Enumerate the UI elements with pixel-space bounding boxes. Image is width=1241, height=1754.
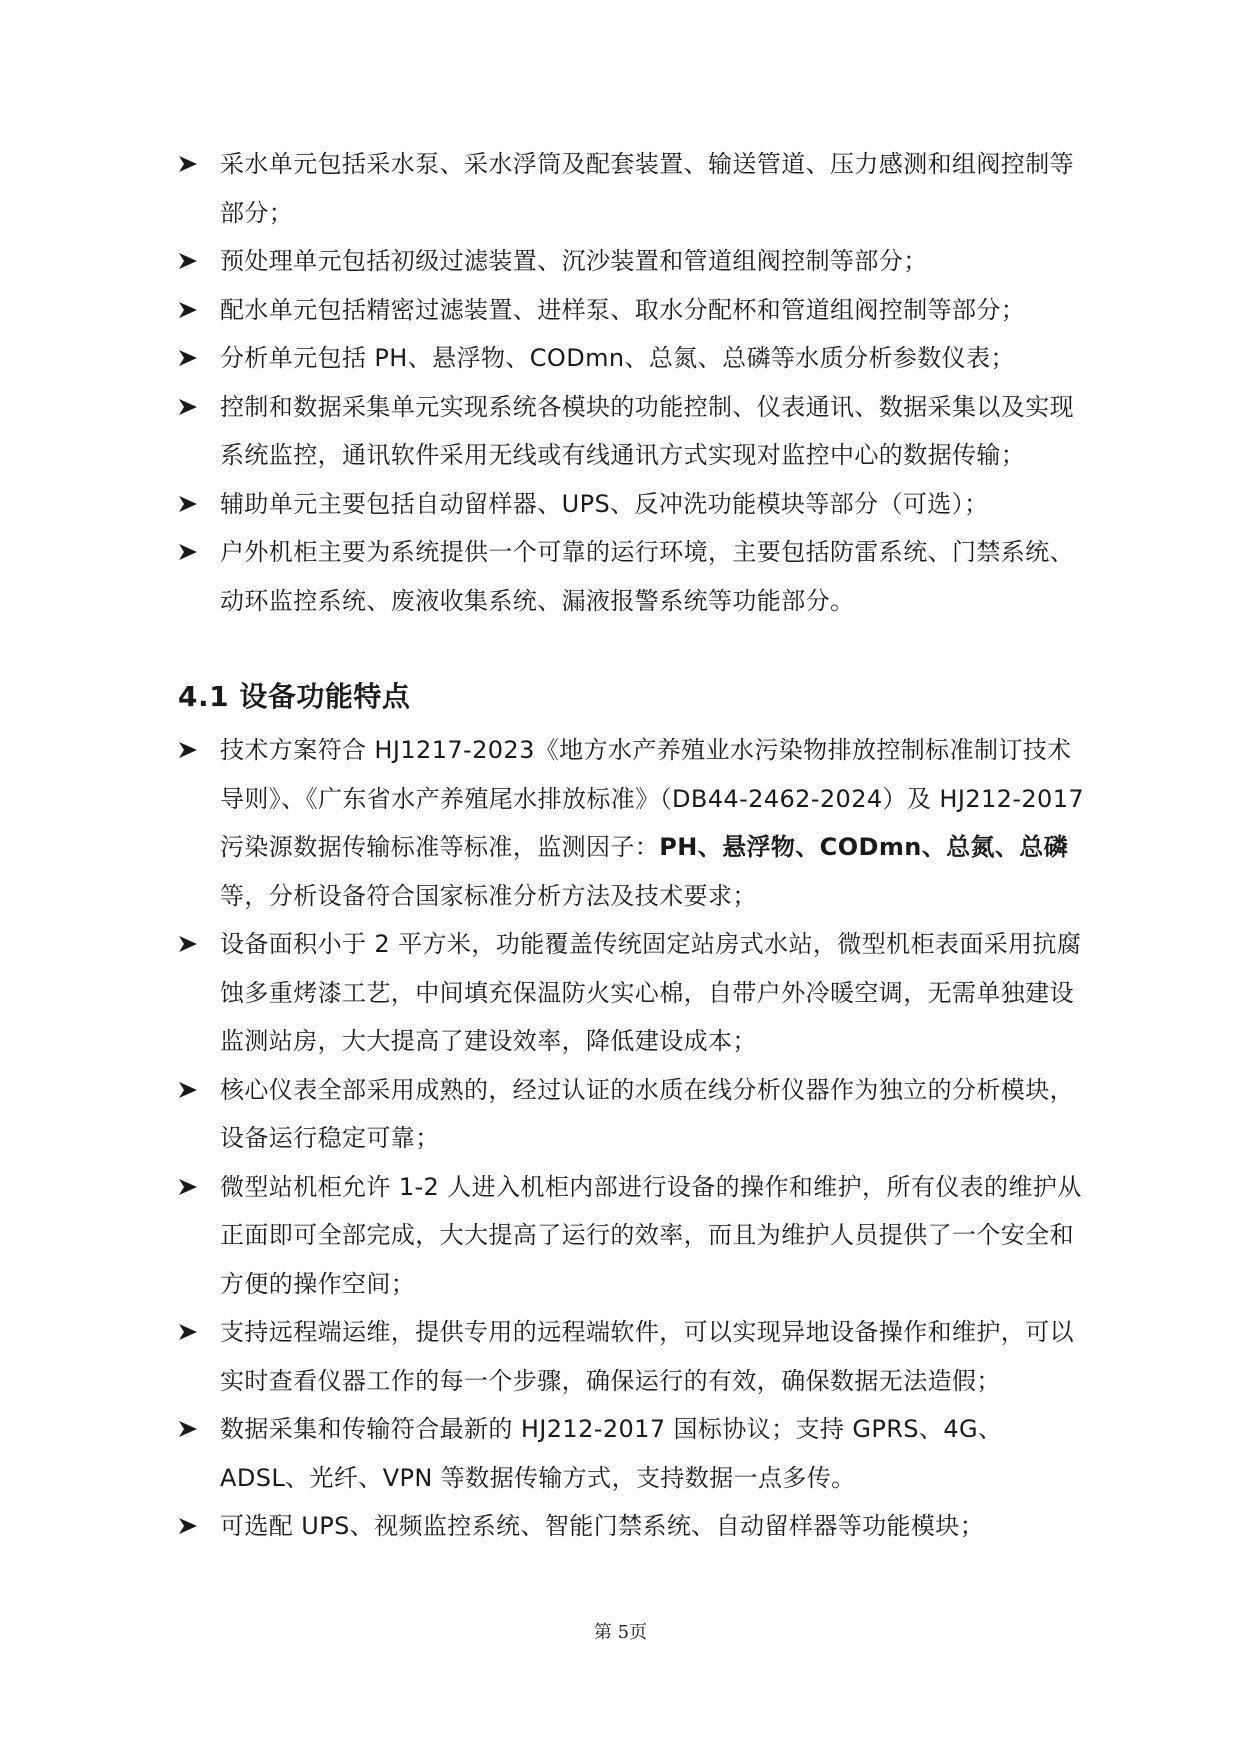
list-item-text: 微型站机柜允许 1-2 人进入机柜内部进行设备的操作和维护，所有仪表的维护从正面即可全部完成，大大提高了运行的效率，而且为维护人员提供了一个安全和方便的操作空间； (220, 1172, 1082, 1298)
arrow-bullet-icon (178, 726, 202, 774)
list-item-text: 设备面积小于 2 平方米，功能覆盖传统固定站房式水站，微型机柜表面采用抗腐蚀多重烤漆工艺，中间填充保温防火实心棉，自带户外冷暖空调，无需单独建设监测站房，大大提高了建设效率，降低建设成本； (220, 930, 1082, 1055)
list-item-text: 核心仪表全部采用成熟的，经过认证的水质在线分析仪器作为独立的分析模块，设备运行稳定可靠； (220, 1075, 1074, 1152)
list-item-text: 控制和数据采集单元实现系统各模块的功能控制、仪表通讯、数据采集以及实现系统监控，通讯软件采用无线或有线通讯方式实现对监控中心的数据传输； (220, 392, 1074, 469)
list-item (178, 286, 1088, 335)
section-heading: 4.1 设备功能特点 (178, 680, 411, 713)
arrow-bullet-icon (178, 334, 202, 382)
arrow-bullet-icon (178, 1163, 202, 1211)
list-item-text: 可选配 UPS、视频监控系统、智能门禁系统、自动留样器等功能模块； (220, 1512, 985, 1540)
list-item (178, 1502, 1088, 1551)
arrow-bullet-icon (178, 383, 202, 431)
list-item (178, 920, 1088, 1066)
list-item (178, 726, 1088, 920)
list-item (178, 1066, 1088, 1163)
list-item-text: 辅助单元主要包括自动留样器、UPS、反冲洗功能模块等部分（可选）； (220, 489, 989, 518)
list-item-text: 配水单元包括精密过滤装置、进样泵、取水分配杯和管道组阀控制等部分； (220, 295, 1026, 324)
arrow-bullet-icon (178, 528, 202, 576)
list-item-text: 数据采集和传输符合最新的 HJ212-2017 国标协议；支持 GPRS、4G、ADSL、光纤、VPN 等数据传输方式，支持数据一点多传。 (220, 1415, 1003, 1492)
list-item-text: 技术方案符合 HJ1217-2023《地方水产养殖业水污染物排放控制标准制订技术导则》、《广东省水产养殖尾水排放标准》（DB44-2462-2024）及 HJ212-2017 污染源数据传输标准等标准，监测因子： (220, 736, 1085, 861)
arrow-bullet-icon (178, 480, 202, 528)
arrow-bullet-icon (178, 1308, 202, 1356)
list-item-text: 户外机柜主要为系统提供一个可靠的运行环境，主要包括防雷系统、门禁系统、动环监控系统、废液收集系统、漏液报警系统等功能部分。 (220, 538, 1074, 615)
arrow-bullet-icon (178, 286, 202, 334)
list-item-text: 采水单元包括采水泵、采水浮筒及配套装置、输送管道、压力感测和组阀控制等部分； (220, 150, 1074, 227)
list-item (178, 1405, 1088, 1502)
arrow-bullet-icon (178, 1066, 202, 1114)
list-item-text: 支持远程端运维，提供专用的远程端软件，可以实现异地设备操作和维护，可以实时查看仪器工作的每一个步骤，确保运行的有效，确保数据无法造假； (220, 1318, 1074, 1395)
list-item (178, 383, 1088, 480)
list-item (178, 1163, 1088, 1309)
list-item-text: 预处理单元包括初级过滤装置、沉沙装置和管道组阀控制等部分； (220, 247, 928, 275)
feature-list (178, 726, 1088, 1551)
arrow-bullet-icon (178, 1502, 202, 1550)
list-item-text: 等，分析设备符合国家标准分析方法及技术要求； (220, 881, 757, 910)
arrow-bullet-icon (178, 140, 202, 188)
list-item (178, 140, 1088, 237)
page-number: 第 5页 (593, 1622, 648, 1643)
arrow-bullet-icon (178, 920, 202, 968)
monitoring-factors: PH、悬浮物、CODmn、总氮、总磷 (659, 833, 1069, 861)
list-item (178, 528, 1088, 625)
list-item (178, 237, 1088, 286)
list-item (178, 1308, 1088, 1405)
arrow-bullet-icon (178, 237, 202, 285)
arrow-bullet-icon (178, 1405, 202, 1453)
list-item-text: 分析单元包括 PH、悬浮物、CODmn、总氮、总磷等水质分析参数仪表； (220, 344, 1015, 372)
list-item (178, 334, 1088, 383)
list-item (178, 480, 1088, 529)
component-list (178, 140, 1088, 625)
